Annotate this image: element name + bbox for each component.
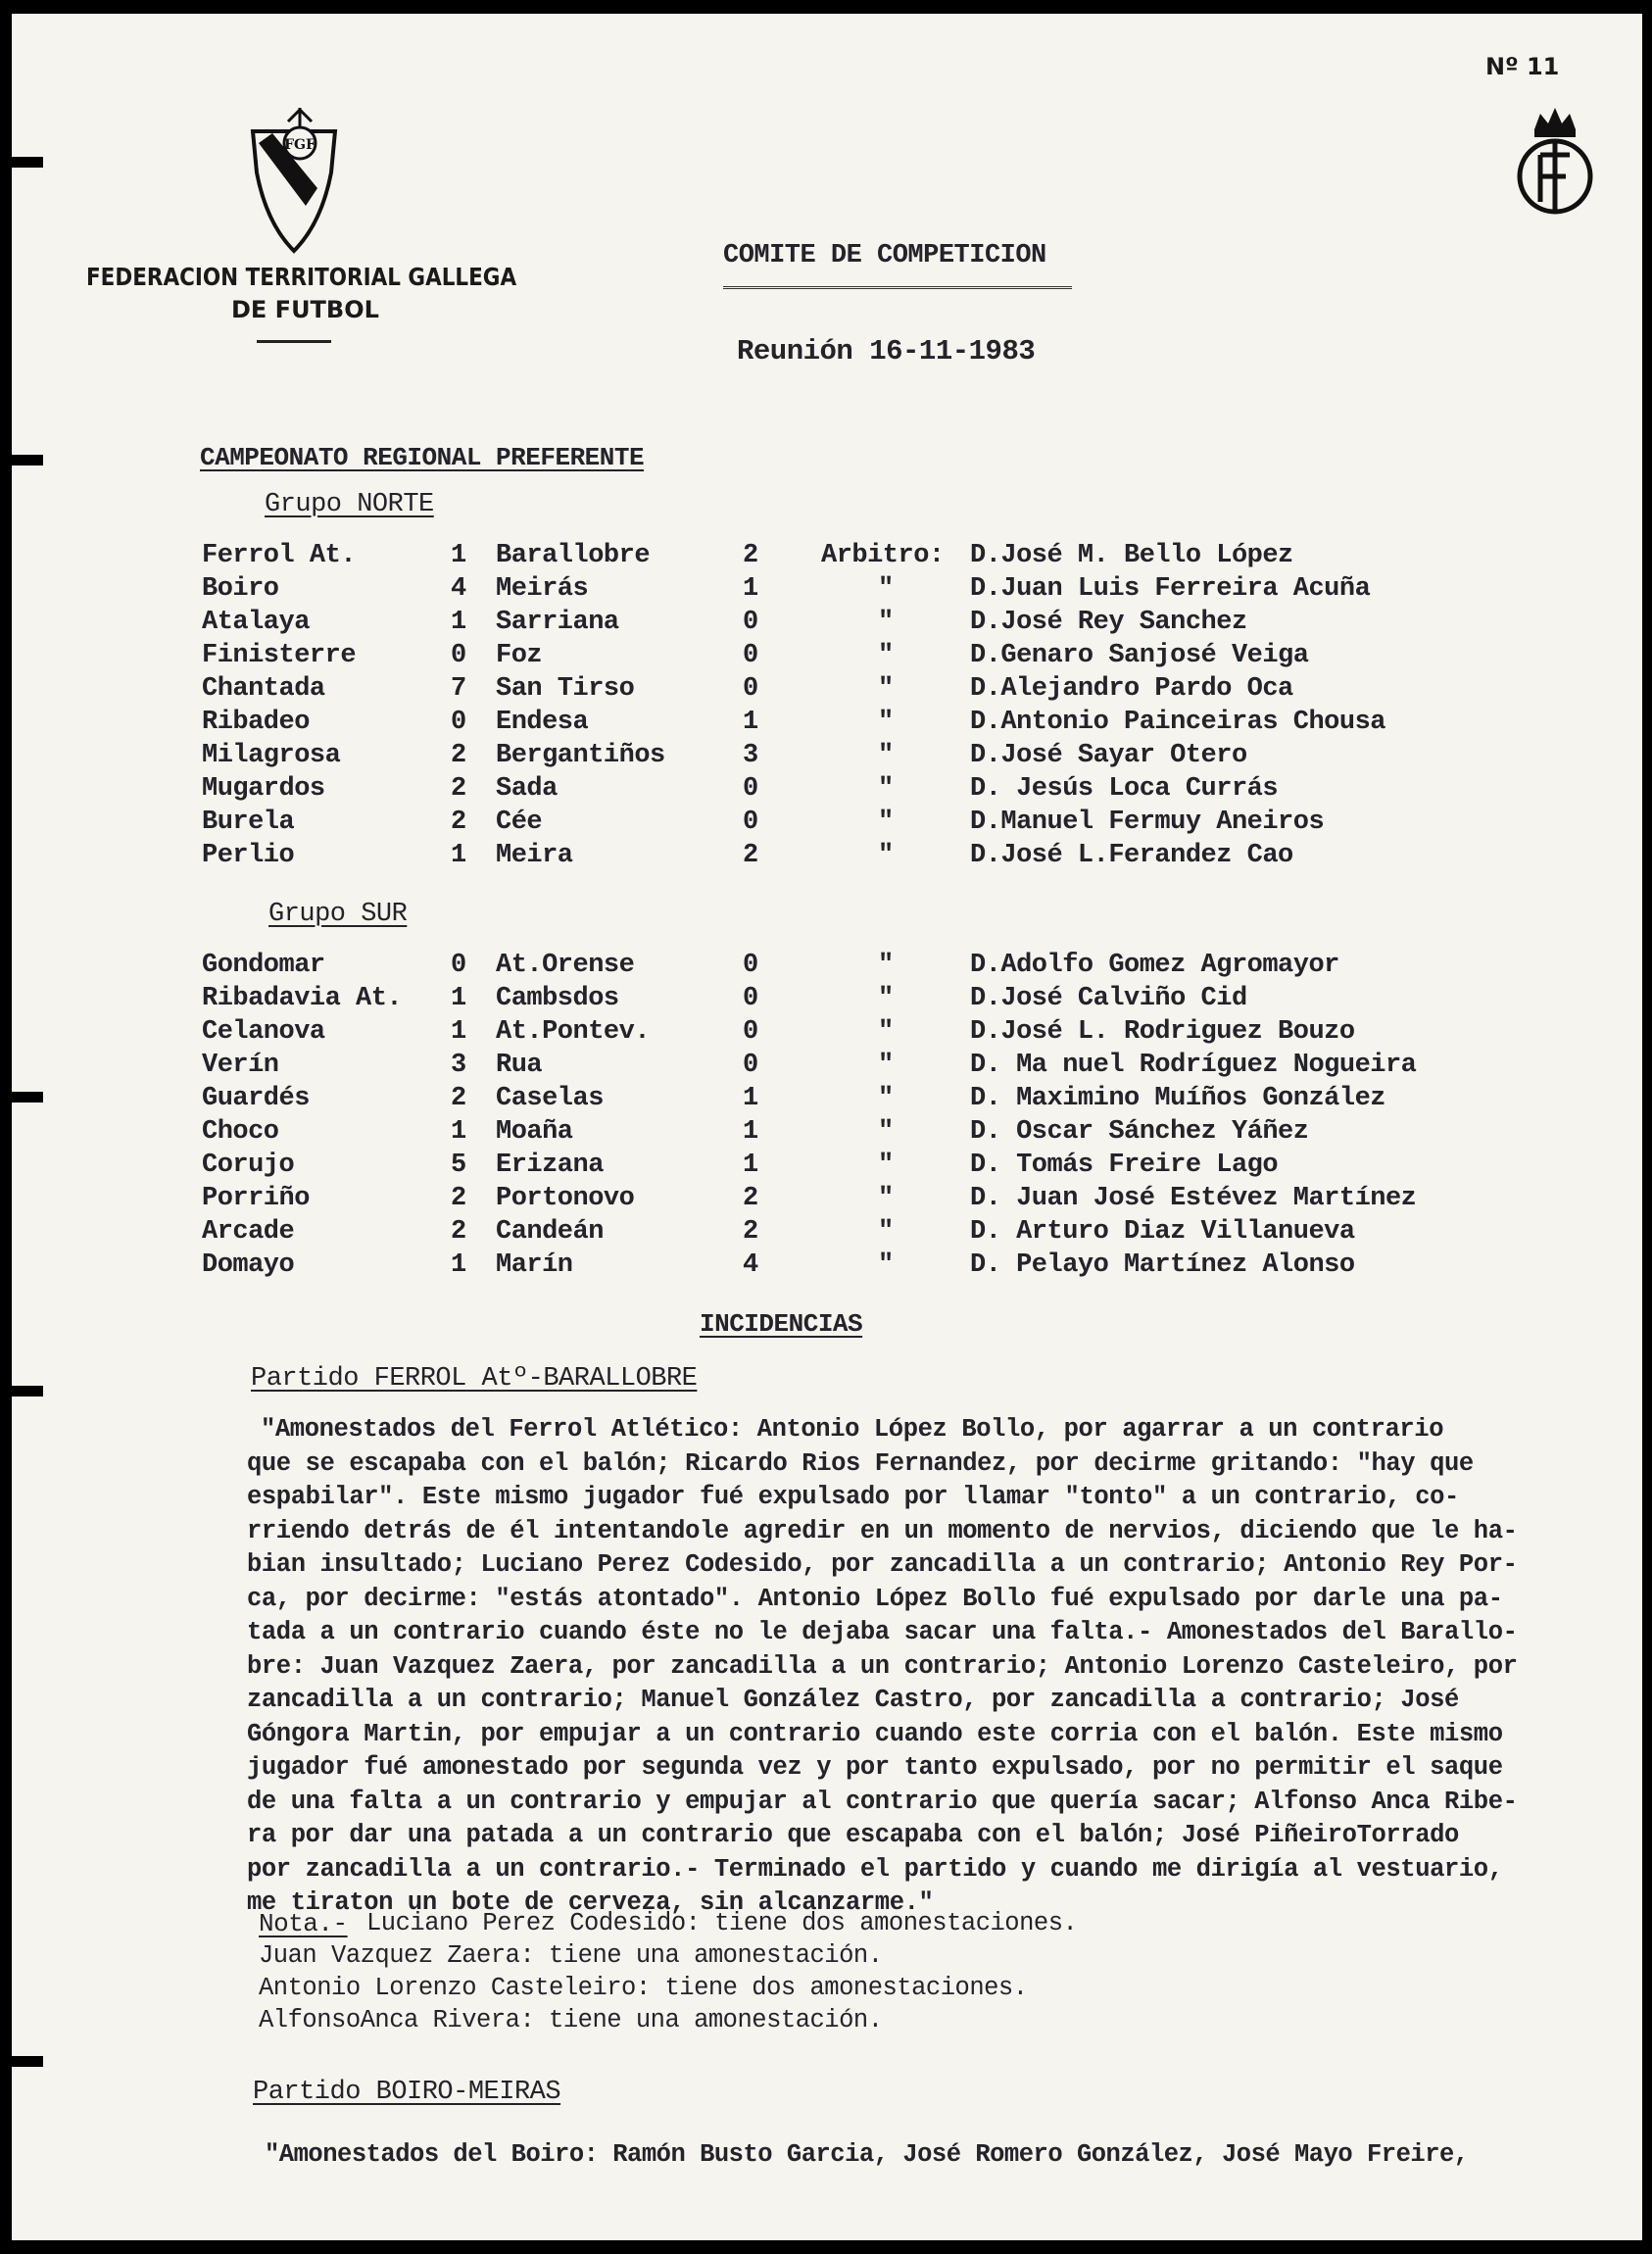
ditto-mark: " — [878, 1184, 894, 1213]
away-goals: 0 — [743, 674, 758, 704]
ditto-mark: " — [878, 841, 894, 870]
home-goals: 1 — [451, 1117, 466, 1147]
report-line: Góngora Martin, por empujar a un contrario cuando este corria con el balón. Este mismo — [247, 1719, 1503, 1748]
referee-name: D.Adolfo Gomez Agromayor — [970, 951, 1339, 980]
away-goals: 2 — [743, 541, 758, 570]
punch-mark — [12, 157, 43, 168]
referee-name: D.Genaro Sanjosé Veiga — [970, 641, 1309, 670]
home-team: Ribadavia At. — [202, 984, 403, 1013]
away-goals: 3 — [743, 741, 758, 770]
home-goals: 1 — [451, 608, 466, 637]
away-goals: 0 — [743, 1051, 758, 1080]
away-goals: 2 — [743, 1217, 758, 1247]
away-team: Bergantiños — [496, 741, 665, 770]
report-line: jugador fué amonestado por segunda vez y por tanto expulsado, por no permitir el saque — [247, 1753, 1503, 1782]
away-team: Meira — [496, 841, 573, 870]
away-team: Meirás — [496, 574, 589, 604]
ditto-mark: " — [878, 1117, 894, 1147]
referee-name: D. Oscar Sánchez Yáñez — [970, 1117, 1309, 1147]
away-team: Portonovo — [496, 1184, 635, 1213]
ditto-mark: " — [878, 741, 894, 770]
home-team: Domayo — [202, 1250, 295, 1280]
referee-name: D. Maximino Muíños González — [970, 1084, 1385, 1113]
home-team: Porriño — [202, 1184, 310, 1213]
report-line: bian insultado; Luciano Perez Codesido, por zancadilla a un contrario; Antonio Rey Por- — [247, 1550, 1518, 1579]
away-goals: 1 — [743, 1117, 758, 1147]
referee-name: D.José Calviño Cid — [970, 984, 1247, 1013]
home-team: Arcade — [202, 1217, 295, 1247]
note-label: Nota.- — [259, 1909, 348, 1938]
away-team: Barallobre — [496, 541, 651, 570]
home-team: Choco — [202, 1117, 279, 1147]
federation-name-line1: FEDERACION TERRITORIAL GALLEGA — [86, 263, 517, 291]
note-line: AlfonsoAnca Rivera: tiene una amonestación. — [259, 2006, 883, 2034]
letterhead-underline — [257, 340, 331, 343]
page-number: Nº 11 — [1485, 53, 1560, 80]
match2-title: Partido BOIRO-MEIRAS — [253, 2078, 561, 2107]
report-line: por zancadilla a un contrario.- Terminado el partido y cuando me dirigía al vestuario, — [247, 1854, 1503, 1884]
away-goals: 0 — [743, 608, 758, 637]
away-team: At.Orense — [496, 951, 635, 980]
away-team: Caselas — [496, 1084, 604, 1113]
home-team: Boiro — [202, 574, 279, 604]
referee-name: D.Alejandro Pardo Oca — [970, 674, 1293, 704]
away-goals: 2 — [743, 1184, 758, 1213]
home-team: Finisterre — [202, 641, 357, 670]
ditto-mark: " — [878, 984, 894, 1013]
away-team: At.Pontev. — [496, 1017, 651, 1047]
report-line: ra por dar una patada a un contrario que escapaba con el balón; José PiñeiroTorrado — [247, 1821, 1459, 1849]
referee-name: D. Pelayo Martínez Alonso — [970, 1250, 1355, 1280]
away-team: Marín — [496, 1250, 573, 1280]
championship-title: CAMPEONATO REGIONAL PREFERENTE — [200, 443, 645, 472]
away-team: San Tirso — [496, 674, 635, 704]
committee-title: COMITE DE COMPETICION — [723, 241, 1046, 270]
away-team: Sada — [496, 774, 558, 804]
report-line: rriendo detrás de él intentandole agredir en un momento de nervios, diciendo que le ha- — [247, 1516, 1518, 1545]
report-line: me tiraton un bote de cerveza, sin alcanzarme." — [247, 1888, 934, 1917]
incidents-title: INCIDENCIAS — [700, 1309, 863, 1339]
away-goals: 4 — [743, 1250, 758, 1280]
referee-name: D.José M. Bello López — [970, 541, 1293, 570]
home-team: Guardés — [202, 1084, 310, 1113]
referee-name: D.José Sayar Otero — [970, 741, 1247, 770]
report-line: tada a un contrario cuando éste no le dejaba sacar una falta.- Amonestados del Barallo- — [247, 1618, 1518, 1646]
away-team: Cée — [496, 808, 543, 837]
federation-name-line2: DE FUTBOL — [231, 296, 379, 323]
home-team: Milagrosa — [202, 741, 341, 770]
punch-mark — [12, 1386, 43, 1396]
ditto-mark: " — [878, 951, 894, 980]
referee-label: Arbitro: — [821, 541, 945, 570]
ditto-mark: " — [878, 1151, 894, 1180]
home-team: Corujo — [202, 1151, 295, 1180]
referee-name: D.Juan Luis Ferreira Acuña — [970, 574, 1371, 604]
home-goals: 2 — [451, 1217, 466, 1247]
away-team: Foz — [496, 641, 543, 670]
report-line: de una falta a un contrario y empujar al contrario que quería sacar; Alfonso Anca Ribe- — [247, 1787, 1518, 1816]
away-goals: 0 — [743, 1017, 758, 1047]
committee-title-rule — [723, 286, 1072, 289]
meeting-date: Reunión 16-11-1983 — [737, 335, 1036, 368]
group-north-title: Grupo NORTE — [265, 490, 434, 519]
away-goals: 0 — [743, 774, 758, 804]
ditto-mark: " — [878, 608, 894, 637]
referee-name: D. Arturo Diaz Villanueva — [970, 1217, 1355, 1247]
document-page — [12, 14, 1642, 2240]
report-line: espabilar". Este mismo jugador fué expulsado por llamar "tonto" a un contrario, co- — [247, 1483, 1459, 1511]
ditto-mark: " — [878, 674, 894, 704]
home-goals: 1 — [451, 984, 466, 1013]
report-line: bre: Juan Vazquez Zaera, por zancadilla a un contrario; Antonio Lorenzo Casteleiro, por — [247, 1651, 1518, 1681]
home-goals: 1 — [451, 1250, 466, 1280]
home-goals: 1 — [451, 841, 466, 870]
referee-name: D.José L. Rodriguez Bouzo — [970, 1017, 1355, 1047]
away-goals: 0 — [743, 951, 758, 980]
away-goals: 0 — [743, 984, 758, 1013]
match1-title: Partido FERROL Atº-BARALLOBRE — [251, 1364, 698, 1394]
ditto-mark: " — [878, 774, 894, 804]
away-goals: 1 — [743, 1084, 758, 1113]
report-line: ca, por decirme: "estás atontado". Antonio López Bollo fué expulsado por darle una pa- — [247, 1584, 1503, 1613]
home-team: Chantada — [202, 674, 325, 704]
home-goals: 2 — [451, 741, 466, 770]
away-team: Candeán — [496, 1217, 604, 1247]
home-team: Gondomar — [202, 951, 325, 980]
home-goals: 7 — [451, 674, 466, 704]
note-line: Juan Vazquez Zaera: tiene una amonestación. — [259, 1941, 883, 1970]
home-goals: 0 — [451, 708, 466, 737]
group-south-title: Grupo SUR — [268, 900, 408, 929]
home-goals: 1 — [451, 541, 466, 570]
away-goals: 1 — [743, 1151, 758, 1180]
home-team: Celanova — [202, 1017, 325, 1047]
home-team: Mugardos — [202, 774, 325, 804]
home-goals: 3 — [451, 1051, 466, 1080]
federation-shield-icon — [247, 104, 341, 259]
referee-name: D. Tomás Freire Lago — [970, 1151, 1279, 1180]
punch-mark — [12, 1092, 43, 1102]
report-line: zancadilla a un contrario; Manuel González Castro, por zancadilla a contrario; José — [247, 1686, 1459, 1714]
home-team: Ribadeo — [202, 708, 310, 737]
home-team: Verín — [202, 1051, 279, 1080]
home-goals: 5 — [451, 1151, 466, 1180]
ditto-mark: " — [878, 808, 894, 837]
referee-name: D. Ma nuel Rodríguez Nogueira — [970, 1051, 1417, 1080]
away-team: Cambsdos — [496, 984, 619, 1013]
punch-mark — [12, 2056, 43, 2067]
home-goals: 2 — [451, 808, 466, 837]
home-goals: 2 — [451, 1084, 466, 1113]
referee-name: D.Antonio Painceiras Chousa — [970, 708, 1385, 737]
punch-mark — [12, 455, 43, 466]
ditto-mark: " — [878, 641, 894, 670]
away-team: Moaña — [496, 1117, 573, 1147]
referee-name: D.José Rey Sanchez — [970, 608, 1247, 637]
away-goals: 2 — [743, 841, 758, 870]
ditto-mark: " — [878, 708, 894, 737]
home-team: Ferrol At. — [202, 541, 357, 570]
away-goals: 1 — [743, 708, 758, 737]
referee-name: D. Juan José Estévez Martínez — [970, 1184, 1417, 1213]
ditto-mark: " — [878, 1051, 894, 1080]
away-goals: 0 — [743, 808, 758, 837]
referee-name: D. Jesús Loca Currás — [970, 774, 1279, 804]
ditto-mark: " — [878, 574, 894, 604]
ditto-mark: " — [878, 1250, 894, 1280]
home-goals: 2 — [451, 774, 466, 804]
away-team: Sarriana — [496, 608, 619, 637]
home-goals: 1 — [451, 1017, 466, 1047]
home-goals: 0 — [451, 951, 466, 980]
referee-name: D.Manuel Fermuy Aneiros — [970, 808, 1325, 837]
referee-name: D.José L.Ferandez Cao — [970, 841, 1293, 870]
home-goals: 0 — [451, 641, 466, 670]
ditto-mark: " — [878, 1084, 894, 1113]
ditto-mark: " — [878, 1217, 894, 1247]
match2-report-line: "Amonestados del Boiro: Ramón Busto Garcia, José Romero González, José Mayo Freire, — [265, 2140, 1469, 2169]
away-team: Rua — [496, 1051, 543, 1080]
report-line: que se escapaba con el balón; Ricardo Rios Fernandez, por decirme gritando: "hay que — [247, 1448, 1474, 1478]
report-line: "Amonestados del Ferrol Atlético: Antonio López Bollo, por agarrar a un contrario — [261, 1415, 1444, 1444]
ditto-mark: " — [878, 1017, 894, 1047]
home-team: Atalaya — [202, 608, 310, 637]
crown-emblem-icon — [1511, 100, 1599, 218]
away-goals: 1 — [743, 574, 758, 604]
home-team: Burela — [202, 808, 295, 837]
home-goals: 2 — [451, 1184, 466, 1213]
away-goals: 0 — [743, 641, 758, 670]
home-goals: 4 — [451, 574, 466, 604]
home-team: Perlio — [202, 841, 295, 870]
note-line: Luciano Perez Codesido: tiene dos amonestaciones. — [366, 1909, 1078, 1937]
away-team: Erizana — [496, 1151, 604, 1180]
svg-text:FGF: FGF — [284, 137, 316, 153]
away-team: Endesa — [496, 708, 589, 737]
note-line: Antonio Lorenzo Casteleiro: tiene dos amonestaciones. — [259, 1974, 1028, 2002]
